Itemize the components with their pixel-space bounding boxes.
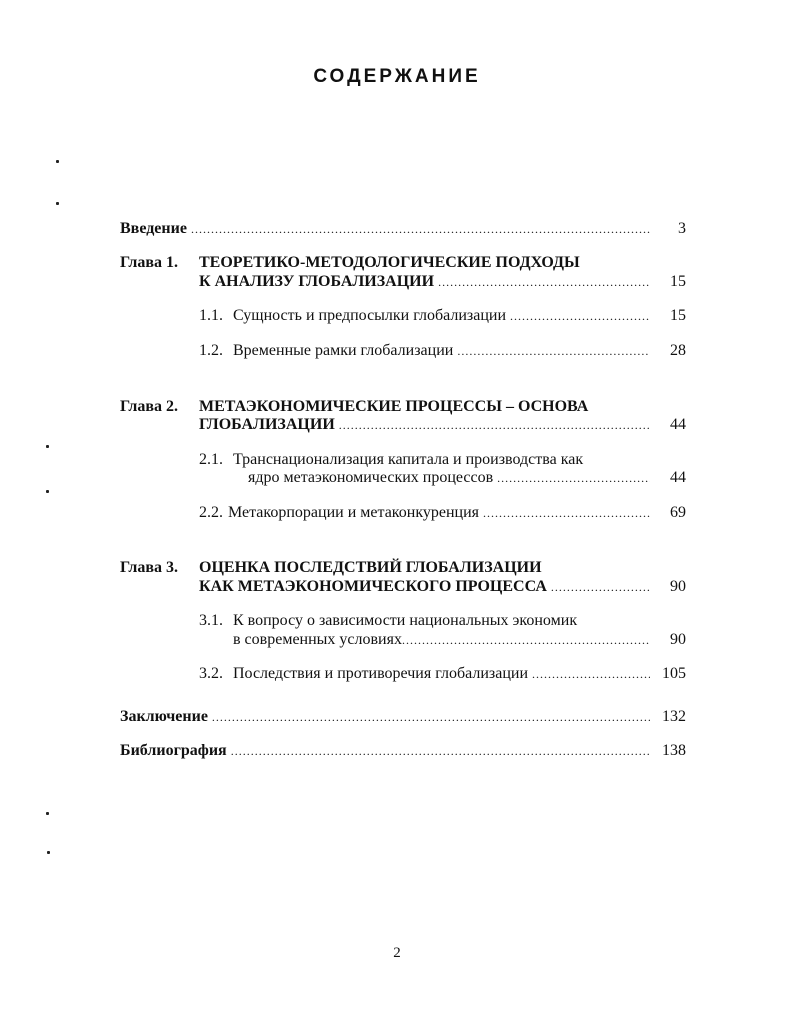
scan-speck: [56, 202, 59, 205]
toc-page-number: 44: [670, 469, 686, 486]
scan-speck: [47, 851, 50, 854]
toc-entry-bibliography[interactable]: [0, 740, 794, 762]
toc-leader-dots: [457, 340, 650, 362]
toc-leader-dots: [231, 740, 650, 762]
section-title-line2: в современных условиях: [233, 631, 402, 648]
toc-entry-conclusion[interactable]: [0, 706, 794, 728]
page-title: СОДЕРЖАНИЕ: [313, 66, 481, 87]
toc-label: Библиография: [120, 742, 227, 759]
toc-chapter-2-line2[interactable]: [0, 414, 794, 436]
toc-leader-dots: [339, 414, 650, 436]
toc-chapter-1-line2[interactable]: [0, 271, 794, 293]
toc-page-number: 28: [670, 342, 686, 359]
chapter-title-line2: КАК МЕТАЭКОНОМИЧЕСКОГО ПРОЦЕССА: [199, 578, 547, 595]
section-number: 3.2.: [199, 665, 223, 682]
toc-page-number: 90: [670, 578, 686, 595]
section-number: 2.1.: [199, 451, 223, 468]
toc-section-2-1-line2[interactable]: [0, 467, 794, 489]
chapter-label: Глава 3.: [120, 559, 178, 576]
toc-section-1-2[interactable]: [0, 340, 794, 362]
toc-leader-dots: [191, 218, 650, 240]
toc-section-3-1-line2[interactable]: [0, 629, 794, 651]
chapter-title-line1: МЕТАЭКОНОМИЧЕСКИЕ ПРОЦЕССЫ – ОСНОВА: [199, 398, 589, 415]
toc-page-number: 90: [670, 631, 686, 648]
section-title: Сущность и предпосылки глобализации: [233, 307, 507, 324]
section-title: Временные рамки глобализации: [233, 342, 454, 359]
toc-page-number: 69: [670, 504, 686, 521]
toc-leader-dots: [510, 305, 650, 327]
toc-page-number: 3: [678, 220, 686, 237]
toc-leader-dots: [532, 663, 650, 685]
toc-page-number: 138: [662, 742, 686, 759]
toc-entry-intro[interactable]: [0, 218, 794, 240]
section-title-line1: К вопросу о зависимости национальных экономик: [233, 612, 578, 629]
section-number: 1.1.: [199, 307, 223, 324]
toc-leader-dots: [497, 467, 650, 489]
chapter-label: Глава 1.: [120, 254, 178, 271]
chapter-title-line2: К АНАЛИЗУ ГЛОБАЛИЗАЦИИ: [199, 273, 435, 290]
toc-page-number: 15: [670, 307, 686, 324]
section-number: 1.2.: [199, 342, 223, 359]
scan-speck: [46, 445, 49, 448]
toc-page-number: 105: [662, 665, 686, 682]
section-title-line1: Транснационализация капитала и производства как: [233, 451, 584, 468]
toc-section-3-2[interactable]: [0, 663, 794, 685]
toc-page-number: 44: [670, 416, 686, 433]
chapter-title-line1: ТЕОРЕТИКО-МЕТОДОЛОГИЧЕСКИЕ ПОДХОДЫ: [199, 254, 580, 271]
toc-label: Заключение: [120, 708, 208, 725]
toc-leader-dots: [551, 576, 650, 598]
toc-page-number: 15: [670, 273, 686, 290]
section-title: Метакорпорации и метаконкуренция: [228, 504, 480, 521]
toc-leader-dots: [438, 271, 650, 293]
section-title-line2: ядро метаэкономических процессов: [248, 469, 494, 486]
scan-speck: [46, 812, 49, 815]
chapter-title-line1: ОЦЕНКА ПОСЛЕДСТВИЙ ГЛОБАЛИЗАЦИИ: [199, 559, 542, 576]
scan-speck: [56, 160, 59, 163]
section-title: Последствия и противоречия глобализации: [233, 665, 528, 682]
section-number: 2.2.: [199, 504, 223, 521]
page-number: 2: [393, 945, 401, 961]
toc-section-1-1[interactable]: [0, 305, 794, 327]
toc-leader-dots: [212, 706, 650, 728]
toc-chapter-3-line2[interactable]: [0, 576, 794, 598]
chapter-label: Глава 2.: [120, 398, 178, 415]
toc-section-2-2[interactable]: [0, 502, 794, 524]
toc-label: Введение: [120, 220, 187, 237]
toc-page-number: 132: [662, 708, 686, 725]
scan-speck: [46, 490, 49, 493]
section-number: 3.1.: [199, 612, 223, 629]
toc-leader-dots: [483, 502, 650, 524]
chapter-title-line2: ГЛОБАЛИЗАЦИИ: [199, 416, 335, 433]
toc-leader-dots: [402, 629, 650, 651]
